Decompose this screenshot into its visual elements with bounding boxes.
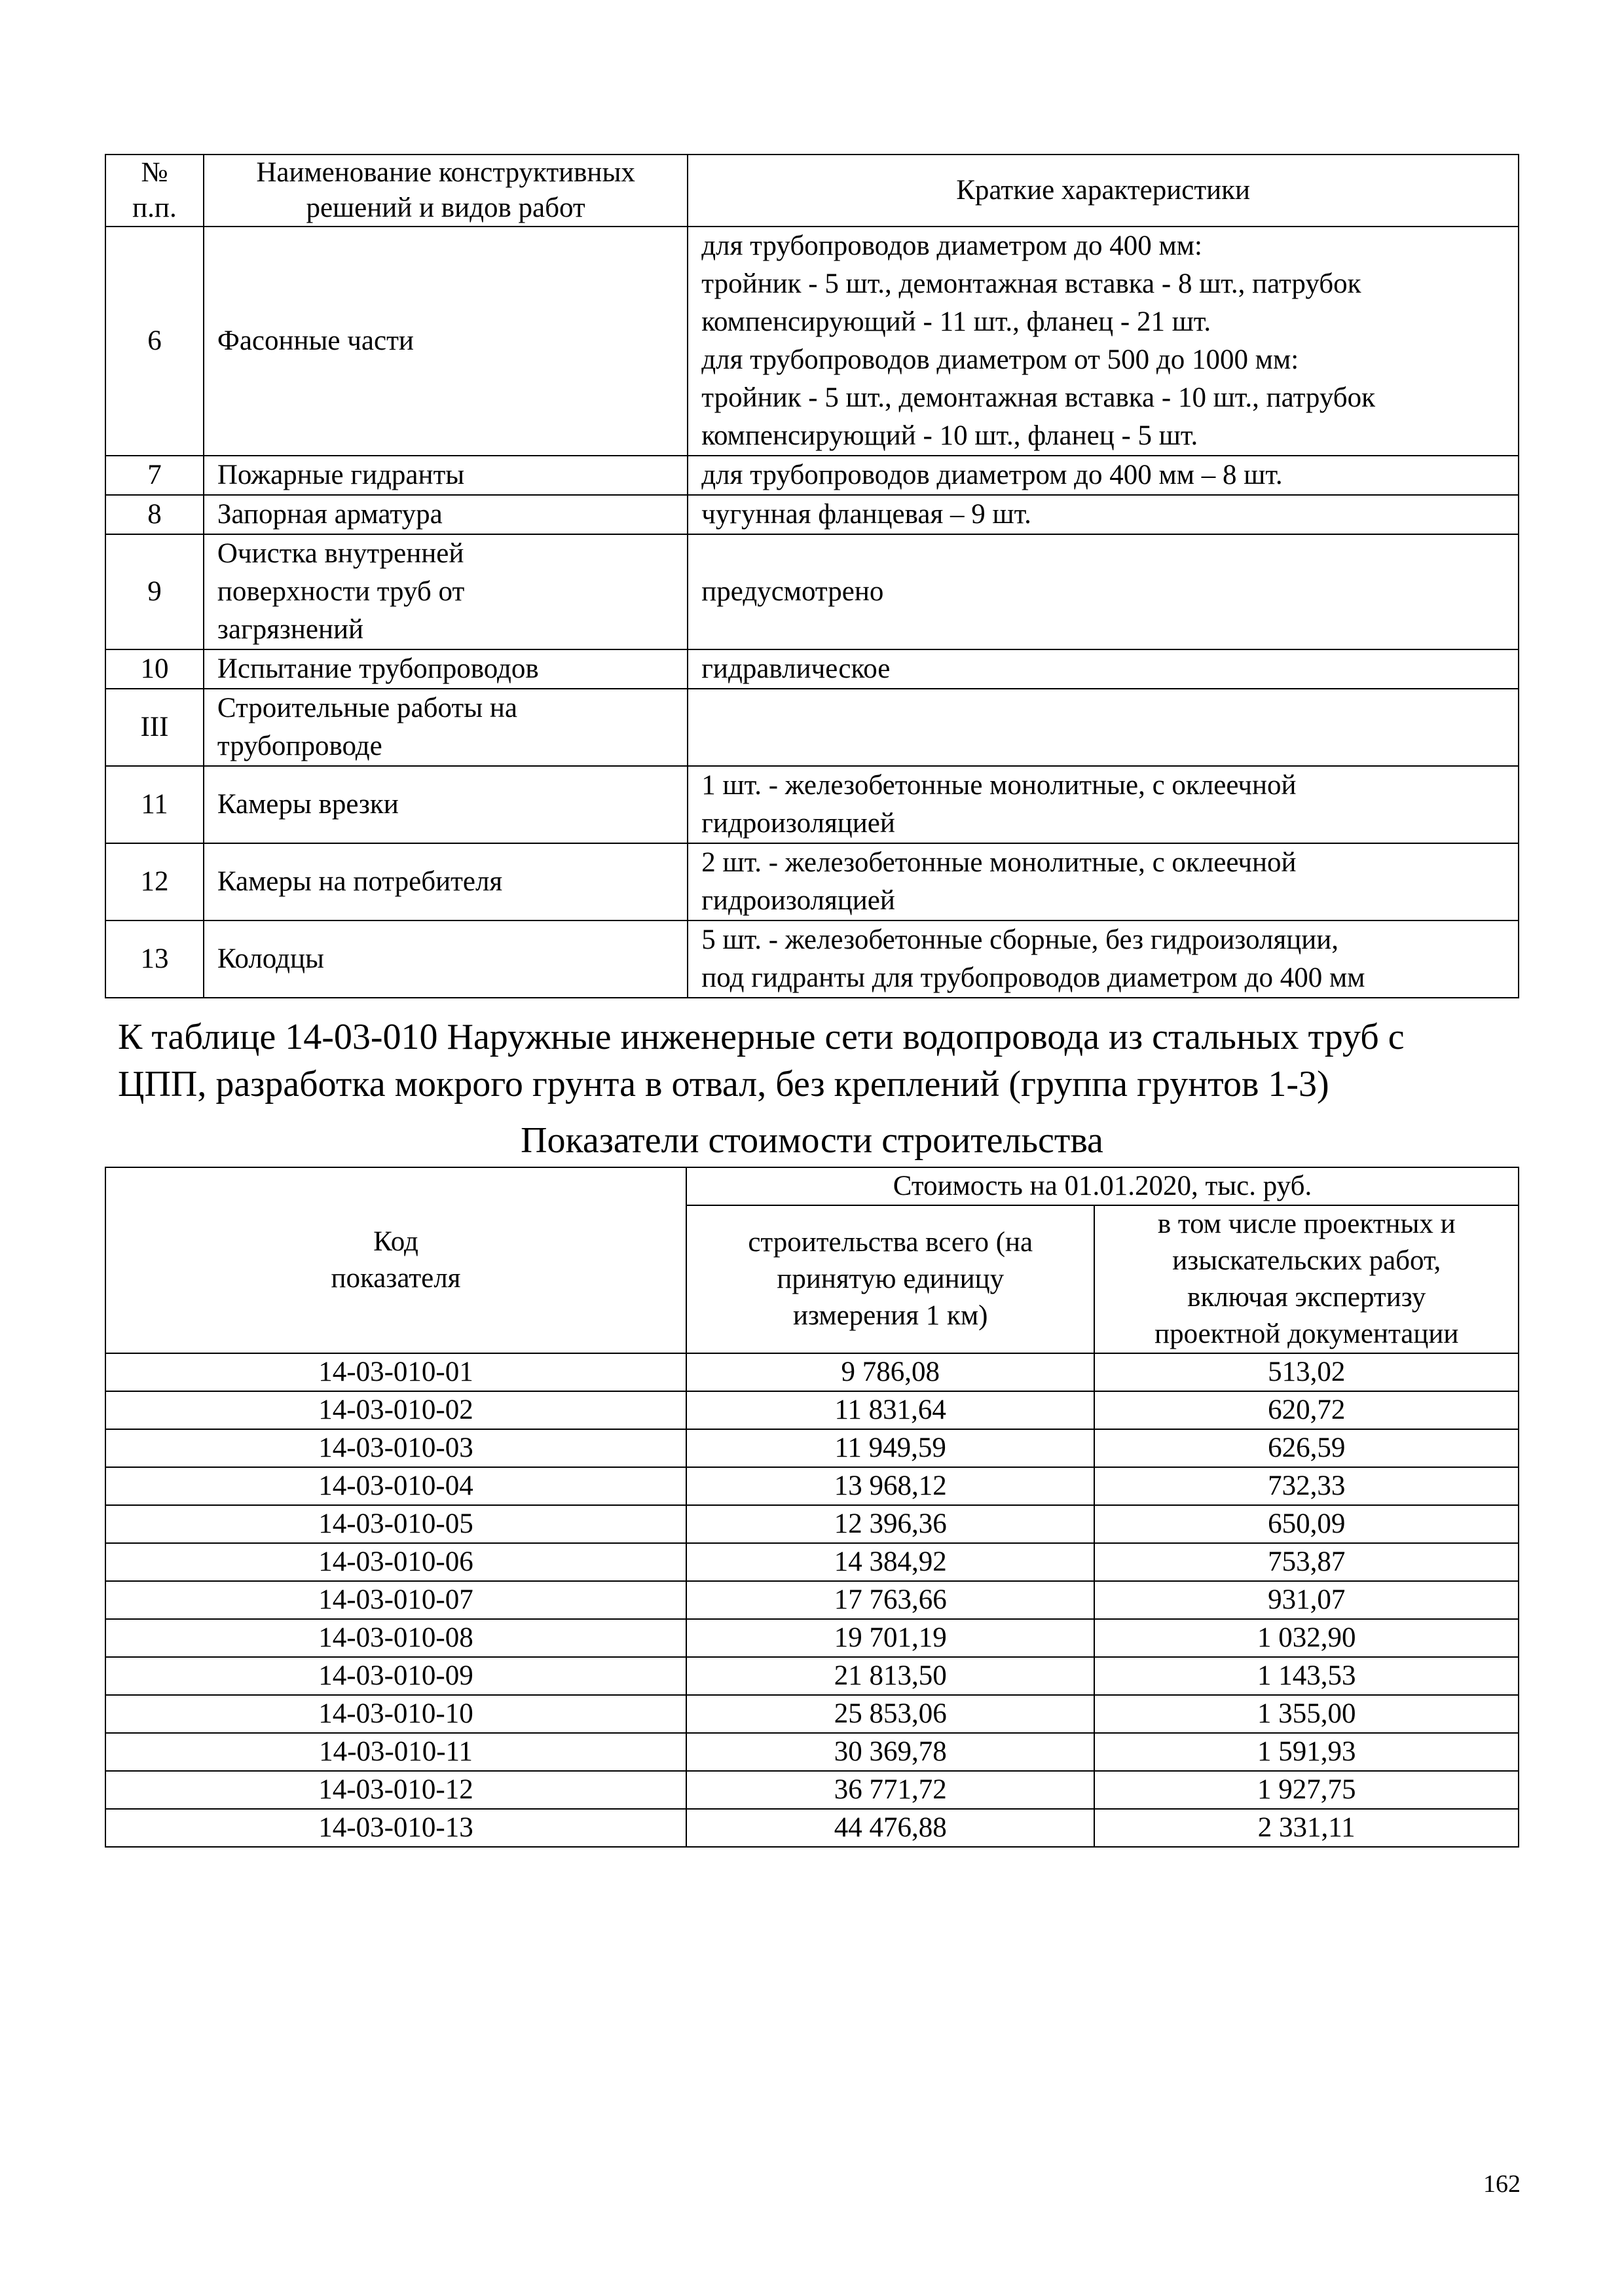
- cell-design: 650,09: [1094, 1505, 1519, 1543]
- cell-total: 11 831,64: [686, 1391, 1094, 1429]
- cell-total: 13 968,12: [686, 1467, 1094, 1505]
- cell-total: 30 369,78: [686, 1733, 1094, 1771]
- cell-design: 753,87: [1094, 1543, 1519, 1581]
- row-description: предусмотрено: [688, 534, 1519, 649]
- table-row: [105, 1657, 1519, 1695]
- header-design: в том числе проектных и изыскательских работ, включая экспертизу проектной документации: [1094, 1205, 1519, 1353]
- cost-indicators-table: [105, 1167, 1519, 1848]
- cell-code: 14-03-010-04: [105, 1467, 686, 1505]
- cell-code: 14-03-010-07: [105, 1581, 686, 1619]
- row-name: Колодцы: [204, 920, 688, 998]
- table-header-row: [105, 1167, 1519, 1205]
- cell-code: 14-03-010-01: [105, 1353, 686, 1391]
- row-description: для трубопроводов диаметром до 400 мм: тройник - 5 шт., демонтажная вставка - 8 шт., патрубок компенсирующий - 11 шт., фланец - 21 шт. для трубопроводов диаметром от 500 до 1000 мм: тройник - 5 шт., демонтажная вставка - 10 шт., патрубок компенсирующий - 10 шт., фланец - 5 шт.: [688, 227, 1519, 456]
- row-name: Испытание трубопроводов: [204, 649, 688, 689]
- cell-design: 513,02: [1094, 1353, 1519, 1391]
- table-row: [105, 1581, 1519, 1619]
- cell-code: 14-03-010-06: [105, 1543, 686, 1581]
- table-row: [105, 495, 1519, 534]
- row-description: 1 шт. - железобетонные монолитные, с оклеечной гидроизоляцией: [688, 766, 1519, 843]
- table-row: [105, 534, 1519, 649]
- row-description: 5 шт. - железобетонные сборные, без гидроизоляции, под гидранты для трубопроводов диаметром до 400 мм: [688, 920, 1519, 998]
- row-number: 9: [105, 534, 204, 649]
- cell-design: 1 143,53: [1094, 1657, 1519, 1695]
- cell-total: 19 701,19: [686, 1619, 1094, 1657]
- cell-code: 14-03-010-10: [105, 1695, 686, 1733]
- cell-design: 1 591,93: [1094, 1733, 1519, 1771]
- table-row: [105, 1733, 1519, 1771]
- row-number: 12: [105, 843, 204, 920]
- cell-code: 14-03-010-02: [105, 1391, 686, 1429]
- row-number: 11: [105, 766, 204, 843]
- table-row: [105, 920, 1519, 998]
- table-row: [105, 1619, 1519, 1657]
- cell-code: 14-03-010-03: [105, 1429, 686, 1467]
- cell-design: 1 032,90: [1094, 1619, 1519, 1657]
- table-row: [105, 1429, 1519, 1467]
- cell-design: 626,59: [1094, 1429, 1519, 1467]
- row-name: Строительные работы на трубопроводе: [204, 689, 688, 766]
- table-row: [105, 766, 1519, 843]
- table-row: [105, 649, 1519, 689]
- cell-design: 931,07: [1094, 1581, 1519, 1619]
- header-description: Краткие характеристики: [688, 155, 1519, 227]
- table-row: [105, 1353, 1519, 1391]
- row-description: для трубопроводов диаметром до 400 мм – 8 шт.: [688, 456, 1519, 495]
- cell-design: 1 355,00: [1094, 1695, 1519, 1733]
- table-row: [105, 227, 1519, 456]
- page-number: 162: [1483, 2170, 1521, 2198]
- cell-code: 14-03-010-12: [105, 1771, 686, 1809]
- row-name: Камеры врезки: [204, 766, 688, 843]
- cell-design: 2 331,11: [1094, 1809, 1519, 1847]
- table-row: [105, 456, 1519, 495]
- table-row: [105, 1695, 1519, 1733]
- row-name: Пожарные гидранты: [204, 456, 688, 495]
- table-row: [105, 689, 1519, 766]
- row-name: Очистка внутренней поверхности труб от загрязнений: [204, 534, 688, 649]
- table-row: [105, 843, 1519, 920]
- row-name: Фасонные части: [204, 227, 688, 456]
- table-header-row: [105, 155, 1519, 227]
- cell-total: 11 949,59: [686, 1429, 1094, 1467]
- row-description: гидравлическое: [688, 649, 1519, 689]
- cell-code: 14-03-010-09: [105, 1657, 686, 1695]
- cell-total: 36 771,72: [686, 1771, 1094, 1809]
- row-number: 8: [105, 495, 204, 534]
- cell-total: 17 763,66: [686, 1581, 1094, 1619]
- table-row: [105, 1809, 1519, 1847]
- header-code: Код показателя: [105, 1167, 686, 1353]
- structures-table: [105, 154, 1519, 998]
- row-number: 13: [105, 920, 204, 998]
- cell-design: 620,72: [1094, 1391, 1519, 1429]
- cell-total: 9 786,08: [686, 1353, 1094, 1391]
- row-description: [688, 689, 1519, 766]
- row-description: 2 шт. - железобетонные монолитные, с оклеечной гидроизоляцией: [688, 843, 1519, 920]
- table-row: [105, 1505, 1519, 1543]
- row-name: Камеры на потребителя: [204, 843, 688, 920]
- header-total: строительства всего (на принятую единицу измерения 1 км): [686, 1205, 1094, 1353]
- cell-design: 732,33: [1094, 1467, 1519, 1505]
- cell-code: 14-03-010-11: [105, 1733, 686, 1771]
- header-number: № п.п.: [105, 155, 204, 227]
- table-caption: Показатели стоимости строительства: [521, 1120, 1103, 1161]
- row-number: 10: [105, 649, 204, 689]
- cell-total: 14 384,92: [686, 1543, 1094, 1581]
- header-cost-group: Стоимость на 01.01.2020, тыс. руб.: [686, 1167, 1519, 1205]
- table-row: [105, 1543, 1519, 1581]
- table-row: [105, 1467, 1519, 1505]
- row-number: 7: [105, 456, 204, 495]
- row-description: чугунная фланцевая – 9 шт.: [688, 495, 1519, 534]
- cell-code: 14-03-010-13: [105, 1809, 686, 1847]
- table-row: [105, 1391, 1519, 1429]
- cell-total: 12 396,36: [686, 1505, 1094, 1543]
- row-name: Запорная арматура: [204, 495, 688, 534]
- cell-total: 25 853,06: [686, 1695, 1094, 1733]
- section-heading: К таблице 14-03-010 Наружные инженерные сети водопровода из стальных труб с ЦПП, разработка мокрого грунта в отвал, без креплений (группа грунтов 1-3): [118, 1017, 1405, 1104]
- table-row: [105, 1771, 1519, 1809]
- row-number: 6: [105, 227, 204, 456]
- cell-code: 14-03-010-05: [105, 1505, 686, 1543]
- cell-total: 44 476,88: [686, 1809, 1094, 1847]
- cell-design: 1 927,75: [1094, 1771, 1519, 1809]
- cell-code: 14-03-010-08: [105, 1619, 686, 1657]
- cell-total: 21 813,50: [686, 1657, 1094, 1695]
- header-name: Наименование конструктивных решений и видов работ: [204, 155, 688, 227]
- row-number: III: [105, 689, 204, 766]
